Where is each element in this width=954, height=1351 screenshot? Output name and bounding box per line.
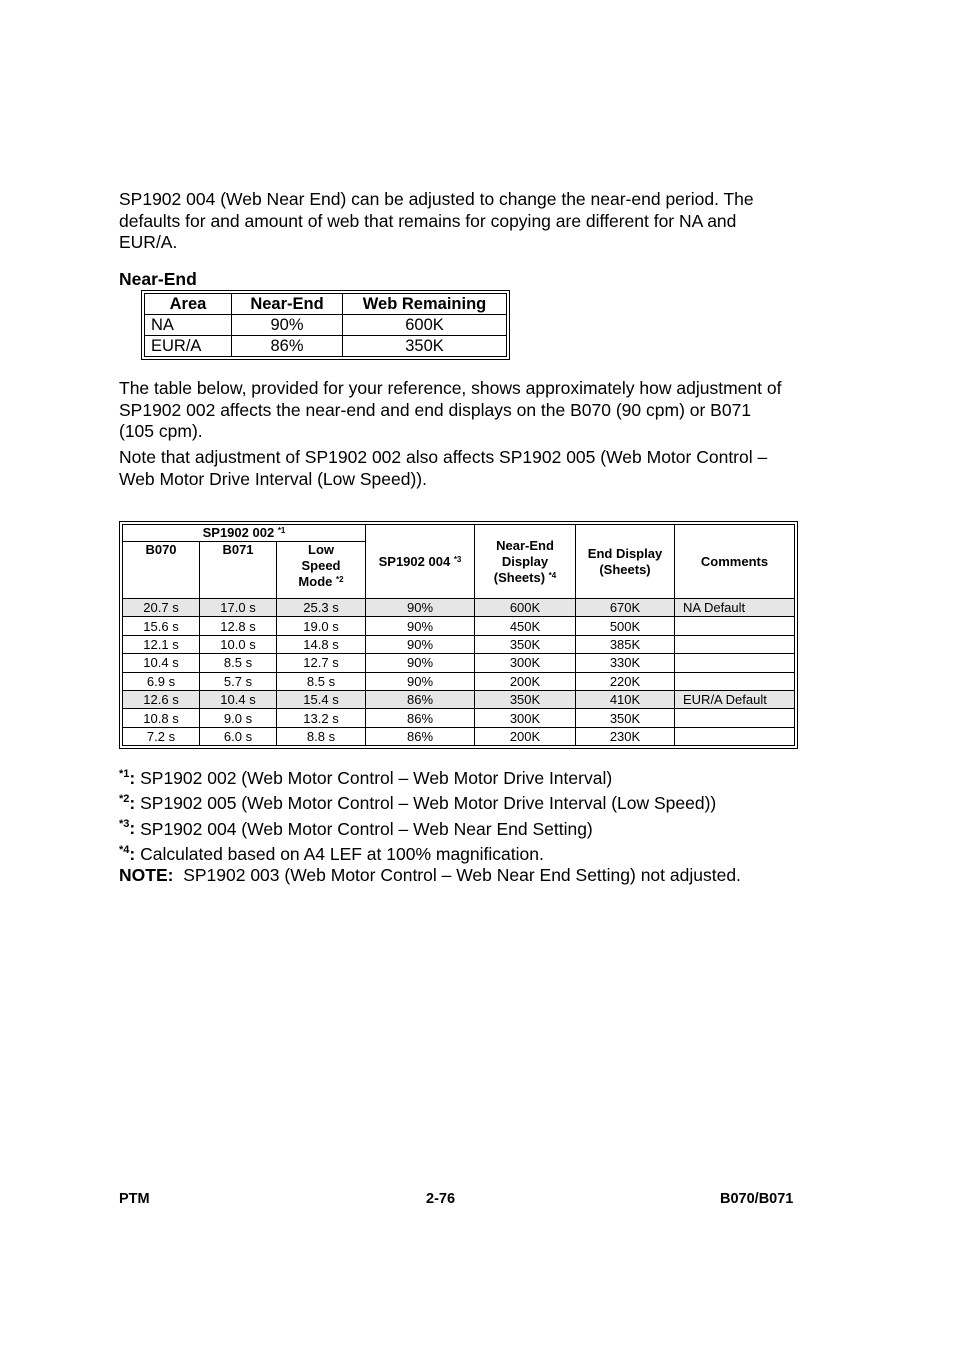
b070-header: B070 (123, 542, 200, 599)
paragraph-line: Web Motor Drive Interval (Low Speed)). (119, 468, 427, 489)
column-header: Near-End (232, 294, 343, 315)
reference-paragraph (119, 378, 859, 443)
cell-sp1902-004: 90% (366, 635, 475, 653)
table-header-row (123, 525, 795, 542)
b071-header: B071 (200, 542, 277, 599)
column-header: Web Remaining (343, 294, 507, 315)
intro-paragraph (119, 189, 839, 254)
footer-left: PTM (119, 1191, 150, 1207)
cell-sp1902-004: 90% (366, 654, 475, 672)
near-end-heading: Near-End (119, 269, 197, 289)
cell-sp1902-004: 86% (366, 727, 475, 745)
paragraph-line: (105 cpm). (119, 421, 203, 441)
table-row (123, 709, 795, 727)
cell-near-end-display: 300K (475, 709, 576, 727)
table-row (123, 654, 795, 672)
cell-b070: 15.6 s (123, 617, 200, 635)
cell-comments (675, 617, 795, 635)
cell-sp1902-004: 90% (366, 617, 475, 635)
table-row (123, 672, 795, 690)
intro-line: defaults for and amount of web that remains for copying are different for NA and (119, 210, 737, 231)
cell-end-display: 230K (576, 727, 675, 745)
cell-low-speed: 15.4 s (277, 690, 366, 708)
intro-line: SP1902 004 (Web Near End) can be adjusted to change the near-end period. The (119, 189, 754, 209)
cell-b071: 9.0 s (200, 709, 277, 727)
cell-area: NA (145, 315, 232, 336)
cell-b071: 6.0 s (200, 727, 277, 745)
cell-low-speed: 8.5 s (277, 672, 366, 690)
cell-sp1902-004: 86% (366, 709, 475, 727)
footnote: $^{*1}$: SP1902 002 (Web Motor Control – Web Motor Drive Interval) (119, 767, 613, 788)
sp1902-002-group-header: SP1902 002 $^{*1}$ (123, 525, 366, 542)
table-row (123, 690, 795, 708)
cell-comments (675, 709, 795, 727)
cell-sp1902-004: 90% (366, 599, 475, 617)
cell-near-end-display: 350K (475, 690, 576, 708)
cell-near-end-display: 300K (475, 654, 576, 672)
adjustment-table-frame (119, 521, 798, 749)
cell-web-remaining: 600K (343, 315, 507, 336)
cell-low-speed: 8.8 s (277, 727, 366, 745)
cell-end-display: 500K (576, 617, 675, 635)
table-header-row (145, 294, 507, 315)
cell-near-end-display: 350K (475, 635, 576, 653)
cell-web-remaining: 350K (343, 336, 507, 357)
cell-comments (675, 672, 795, 690)
cell-low-speed: 12.7 s (277, 654, 366, 672)
table-row (123, 727, 795, 745)
cell-near-end-display: 600K (475, 599, 576, 617)
low-speed-mode-header: Low Speed Mode $^{*2}$ (277, 542, 366, 599)
cell-low-speed: 25.3 s (277, 599, 366, 617)
paragraph-line: SP1902 002 affects the near-end and end displays on the B070 (90 cpm) or B071 (119, 399, 752, 420)
cell-low-speed: 14.8 s (277, 635, 366, 653)
cell-sp1902-004: 86% (366, 690, 475, 708)
near-end-display-header: Near-End Display (Sheets) $^{*4}$ (475, 525, 576, 599)
cell-end-display: 330K (576, 654, 675, 672)
cell-near-end: 90% (232, 315, 343, 336)
footnotes (119, 764, 741, 887)
cell-comments (675, 727, 795, 745)
cell-b071: 17.0 s (200, 599, 277, 617)
cell-end-display: 220K (576, 672, 675, 690)
cell-b071: 12.8 s (200, 617, 277, 635)
cell-b071: 10.0 s (200, 635, 277, 653)
adjustment-table (122, 524, 795, 746)
cell-near-end-display: 200K (475, 727, 576, 745)
cell-b070: 6.9 s (123, 672, 200, 690)
cell-end-display: 385K (576, 635, 675, 653)
table-row (123, 635, 795, 653)
cell-end-display: 410K (576, 690, 675, 708)
footer-page-number: 2-76 (426, 1191, 456, 1207)
footnote: $^{*3}$: SP1902 004 (Web Motor Control – Web Near End Setting) (119, 818, 593, 839)
cell-comments (675, 635, 795, 653)
near-end-table (144, 293, 507, 357)
paragraph-line: Note that adjustment of SP1902 002 also affects SP1902 005 (Web Motor Control – (119, 447, 768, 467)
intro-line: EUR/A. (119, 232, 178, 252)
cell-b071: 8.5 s (200, 654, 277, 672)
table-row (145, 336, 507, 357)
cell-end-display: 350K (576, 709, 675, 727)
note-line: NOTE: SP1902 003 (Web Motor Control – Web Near End Setting) not adjusted. (119, 865, 741, 886)
cell-end-display: 670K (576, 599, 675, 617)
cell-near-end-display: 200K (475, 672, 576, 690)
cell-near-end-display: 450K (475, 617, 576, 635)
end-display-header: End Display (Sheets) (576, 525, 675, 599)
comments-header: Comments (675, 525, 795, 599)
cell-comments: EUR/A Default (675, 690, 795, 708)
table-row (145, 315, 507, 336)
cell-b070: 10.8 s (123, 709, 200, 727)
cell-b071: 10.4 s (200, 690, 277, 708)
cell-near-end: 86% (232, 336, 343, 357)
footnote: $^{*2}$: SP1902 005 (Web Motor Control – Web Motor Drive Interval (Low Speed)) (119, 793, 717, 814)
footnote: $^{*4}$: Calculated based on A4 LEF at 100% magnification. (119, 843, 544, 864)
cell-b070: 12.1 s (123, 635, 200, 653)
cell-comments: NA Default (675, 599, 795, 617)
cell-low-speed: 13.2 s (277, 709, 366, 727)
cell-b070: 12.6 s (123, 690, 200, 708)
cell-area: EUR/A (145, 336, 232, 357)
cell-b070: 10.4 s (123, 654, 200, 672)
cell-b070: 20.7 s (123, 599, 200, 617)
cell-b070: 7.2 s (123, 727, 200, 745)
table-row (123, 599, 795, 617)
footer-right: B070/B071 (720, 1191, 794, 1207)
column-header: Area (145, 294, 232, 315)
table-row (123, 617, 795, 635)
cell-comments (675, 654, 795, 672)
cell-sp1902-004: 90% (366, 672, 475, 690)
sp1902-004-header: SP1902 004 $^{*3}$ (366, 525, 475, 599)
cell-low-speed: 19.0 s (277, 617, 366, 635)
paragraph-line: The table below, provided for your reference, shows approximately how adjustment of (119, 378, 782, 398)
near-end-table-frame (141, 290, 510, 360)
note-paragraph (119, 447, 839, 490)
cell-b071: 5.7 s (200, 672, 277, 690)
